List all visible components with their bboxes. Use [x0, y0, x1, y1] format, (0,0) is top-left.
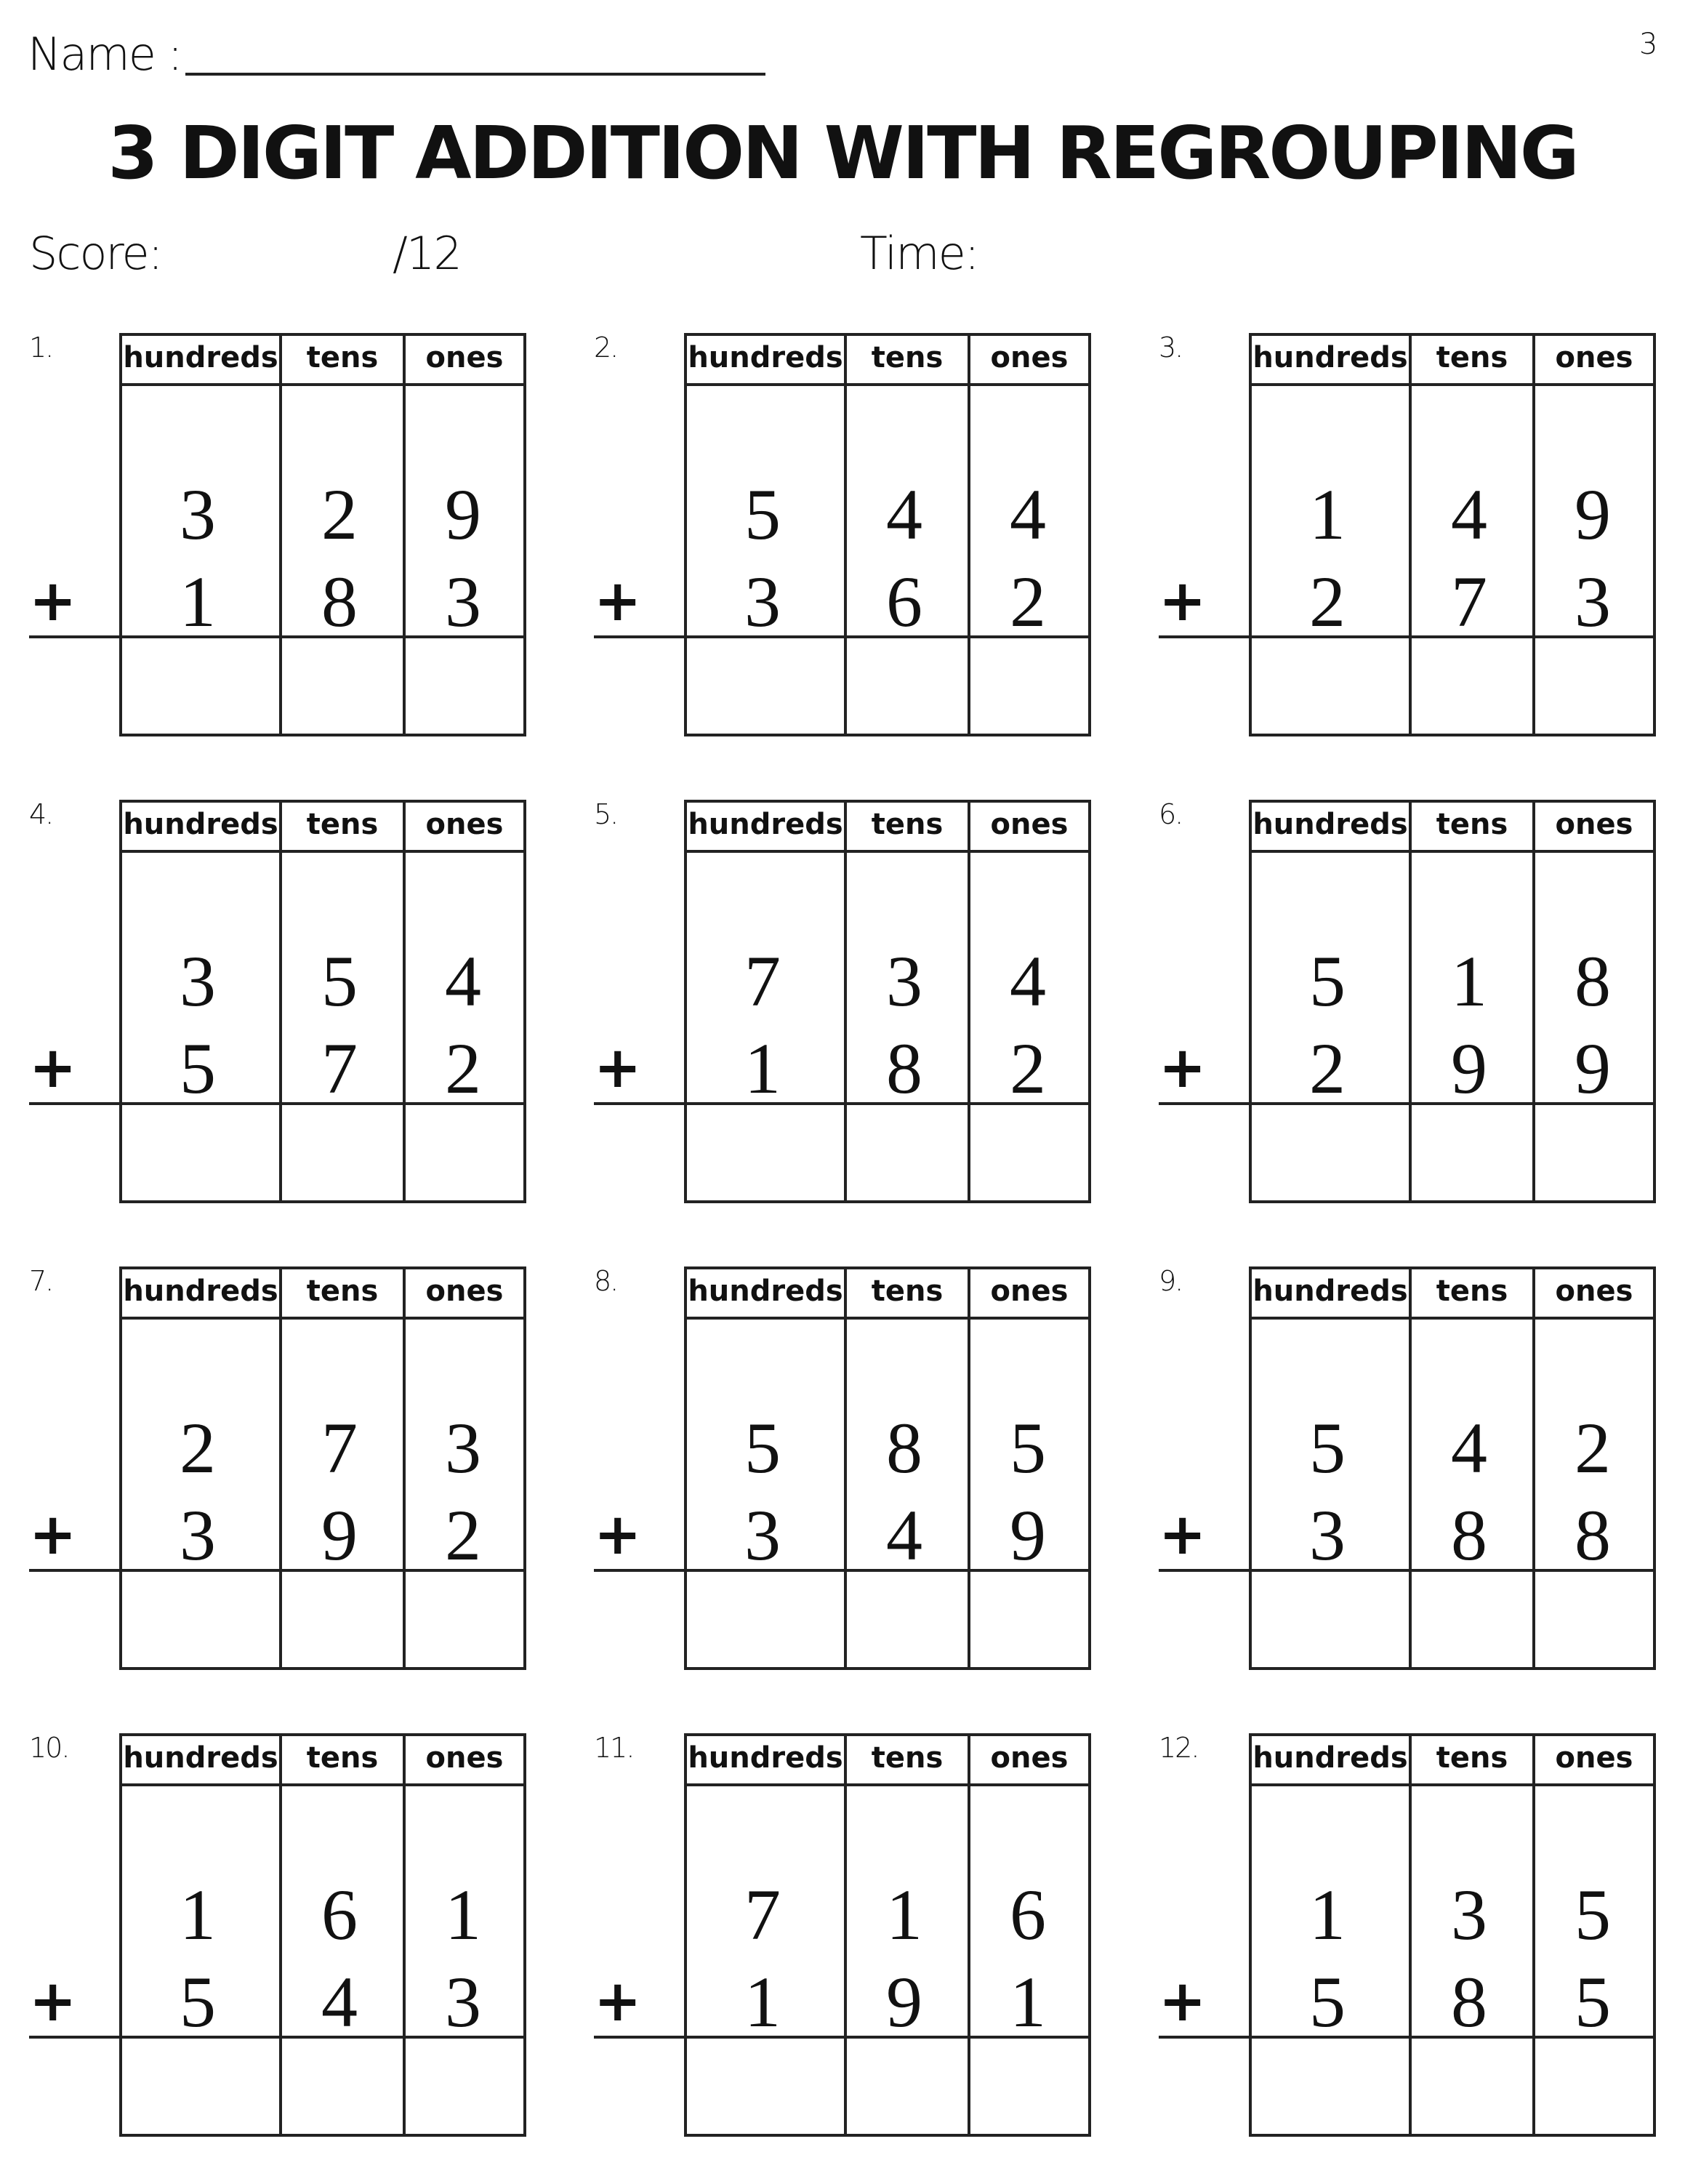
addend-bottom-digit: 3 — [1309, 1495, 1346, 1575]
column-header-tens: tens — [871, 808, 944, 841]
addend-top-digit: 5 — [1309, 1408, 1346, 1488]
addend-bottom-digit: 8 — [1451, 1495, 1487, 1575]
addend-bottom-digit: 4 — [886, 1495, 922, 1575]
answer-cell-ones[interactable] — [970, 641, 1088, 734]
answer-cell-hundreds[interactable] — [687, 641, 844, 734]
column-header-hundreds: hundreds — [688, 341, 843, 374]
addend-top-digit: 4 — [1010, 941, 1046, 1021]
problem-number: 3. — [1159, 332, 1183, 364]
addend-top-digit: 6 — [1010, 1874, 1046, 1955]
addend-bottom-digit: 2 — [1010, 1028, 1046, 1109]
addend-bottom-digit: 1 — [744, 1962, 781, 2042]
plus-sign: + — [594, 1969, 642, 2034]
problem-12 — [1159, 1733, 1685, 2184]
problem-7 — [29, 1266, 567, 1717]
plus-sign: + — [1159, 569, 1207, 634]
answer-cell-hundreds[interactable] — [122, 1108, 279, 1200]
answer-cell-ones[interactable] — [1535, 641, 1653, 734]
plus-sign: + — [29, 1502, 77, 1567]
addend-bottom-digit: 3 — [445, 1962, 481, 2042]
addend-bottom-digit: 8 — [886, 1028, 922, 1109]
addend-bottom-digit: 7 — [321, 1028, 358, 1109]
addend-top-digit: 7 — [744, 1874, 781, 1955]
problem-number: 11. — [594, 1732, 634, 1764]
plus-sign: + — [29, 1969, 77, 2034]
answer-cell-ones[interactable] — [970, 1575, 1088, 1667]
answer-cell-tens[interactable] — [847, 1108, 968, 1200]
answer-cell-ones[interactable] — [406, 641, 523, 734]
column-header-ones: ones — [425, 341, 504, 374]
answer-cell-ones[interactable] — [1535, 2042, 1653, 2134]
header-divider — [122, 383, 523, 386]
addend-bottom-digit: 1 — [1010, 1962, 1046, 2042]
addend-bottom-digit: 8 — [1575, 1495, 1611, 1575]
header-divider — [687, 1783, 1088, 1786]
column-header-tens: tens — [871, 1741, 944, 1775]
addend-bottom-digit: 2 — [445, 1028, 481, 1109]
answer-cell-tens[interactable] — [282, 641, 403, 734]
problem-6 — [1159, 800, 1685, 1250]
addend-bottom-digit: 2 — [445, 1495, 481, 1575]
answer-cell-ones[interactable] — [406, 2042, 523, 2134]
addend-top-digit: 5 — [1309, 941, 1346, 1021]
addend-top-digit: 5 — [321, 941, 358, 1021]
score-total: /12 — [393, 227, 461, 280]
problem-number: 4. — [29, 798, 53, 830]
answer-cell-tens[interactable] — [1412, 1575, 1532, 1667]
column-header-hundreds: hundreds — [1252, 808, 1408, 841]
addend-top-digit: 5 — [744, 474, 781, 555]
problem-8 — [594, 1266, 1132, 1717]
addend-bottom-digit: 8 — [321, 561, 358, 642]
answer-cell-tens[interactable] — [847, 641, 968, 734]
column-header-ones: ones — [425, 1274, 504, 1308]
addend-bottom-digit: 3 — [744, 1495, 781, 1575]
addend-bottom-digit: 9 — [321, 1495, 358, 1575]
column-header-ones: ones — [1555, 808, 1633, 841]
addend-bottom-digit: 9 — [886, 1962, 922, 2042]
problem-5 — [594, 800, 1132, 1250]
addend-top-digit: 2 — [1575, 1408, 1611, 1488]
plus-sign: + — [1159, 1969, 1207, 2034]
answer-cell-ones[interactable] — [406, 1108, 523, 1200]
problem-number: 2. — [594, 332, 618, 364]
header-divider — [1252, 383, 1653, 386]
column-header-ones: ones — [1555, 1741, 1633, 1775]
answer-cell-hundreds[interactable] — [1252, 2042, 1409, 2134]
column-header-tens: tens — [1436, 808, 1508, 841]
answer-cell-ones[interactable] — [970, 1108, 1088, 1200]
column-header-ones: ones — [990, 1274, 1069, 1308]
plus-sign: + — [1159, 1035, 1207, 1101]
column-header-hundreds: hundreds — [123, 1274, 278, 1308]
column-header-tens: tens — [306, 808, 379, 841]
addend-top-digit: 3 — [886, 941, 922, 1021]
problem-number: 7. — [29, 1265, 53, 1297]
addend-top-digit: 1 — [180, 1874, 216, 1955]
problem-9 — [1159, 1266, 1685, 1717]
column-header-tens: tens — [306, 1274, 379, 1308]
answer-cell-hundreds[interactable] — [687, 1575, 844, 1667]
problem-11 — [594, 1733, 1132, 2184]
column-header-tens: tens — [1436, 1741, 1508, 1775]
answer-cell-tens[interactable] — [282, 1575, 403, 1667]
answer-cell-hundreds[interactable] — [122, 1575, 279, 1667]
problem-2 — [594, 333, 1132, 784]
addend-top-digit: 5 — [1575, 1874, 1611, 1955]
addend-bottom-digit: 7 — [1451, 561, 1487, 642]
addend-bottom-digit: 5 — [1575, 1962, 1611, 2042]
addend-top-digit: 1 — [886, 1874, 922, 1955]
addend-top-digit: 8 — [1575, 941, 1611, 1021]
addend-bottom-digit: 9 — [1575, 1028, 1611, 1109]
column-header-hundreds: hundreds — [688, 1274, 843, 1308]
addend-top-digit: 4 — [886, 474, 922, 555]
answer-cell-hundreds[interactable] — [1252, 1108, 1409, 1200]
time-label: Time: — [860, 227, 978, 280]
addend-bottom-digit: 5 — [180, 1028, 216, 1109]
header-divider — [122, 1783, 523, 1786]
answer-cell-hundreds[interactable] — [687, 1108, 844, 1200]
answer-cell-tens[interactable] — [1412, 641, 1532, 734]
plus-sign: + — [594, 1035, 642, 1101]
addend-top-digit: 6 — [321, 1874, 358, 1955]
answer-cell-ones[interactable] — [1535, 1575, 1653, 1667]
problem-number: 9. — [1159, 1265, 1183, 1297]
addend-bottom-digit: 8 — [1451, 1962, 1487, 2042]
column-header-hundreds: hundreds — [1252, 341, 1408, 374]
addend-bottom-digit: 9 — [1451, 1028, 1487, 1109]
score-label: Score: — [29, 227, 162, 280]
answer-cell-tens[interactable] — [1412, 1108, 1532, 1200]
addend-top-digit: 2 — [180, 1408, 216, 1488]
addend-bottom-digit: 4 — [321, 1962, 358, 2042]
answer-cell-hundreds[interactable] — [122, 641, 279, 734]
problem-1 — [29, 333, 567, 784]
addend-bottom-digit: 3 — [1575, 561, 1611, 642]
page-number: 3 — [1639, 28, 1658, 61]
column-header-tens: tens — [1436, 1274, 1508, 1308]
worksheet-title: 3 DIGIT ADDITION WITH REGROUPING — [108, 111, 1577, 196]
problem-4 — [29, 800, 567, 1250]
column-header-ones: ones — [990, 1741, 1069, 1775]
addend-bottom-digit: 5 — [1309, 1962, 1346, 2042]
addend-top-digit: 9 — [445, 474, 481, 555]
column-header-ones: ones — [425, 808, 504, 841]
problem-number: 12. — [1159, 1732, 1199, 1764]
addend-top-digit: 1 — [1309, 474, 1346, 555]
header-divider — [687, 850, 1088, 853]
addend-top-digit: 9 — [1575, 474, 1611, 555]
name-label: Name : — [28, 28, 182, 81]
addend-bottom-digit: 9 — [1010, 1495, 1046, 1575]
plus-sign: + — [594, 569, 642, 634]
addend-bottom-digit: 1 — [180, 561, 216, 642]
column-header-hundreds: hundreds — [123, 341, 278, 374]
answer-cell-tens[interactable] — [1412, 2042, 1532, 2134]
problem-number: 5. — [594, 798, 618, 830]
answer-cell-tens[interactable] — [847, 2042, 968, 2134]
column-header-hundreds: hundreds — [688, 1741, 843, 1775]
problem-number: 8. — [594, 1265, 618, 1297]
plus-sign: + — [594, 1502, 642, 1567]
problem-number: 6. — [1159, 798, 1183, 830]
addend-top-digit: 5 — [1010, 1408, 1046, 1488]
addend-top-digit: 1 — [1451, 941, 1487, 1021]
addend-top-digit: 4 — [445, 941, 481, 1021]
answer-cell-tens[interactable] — [847, 1575, 968, 1667]
column-header-tens: tens — [871, 1274, 944, 1308]
addend-bottom-digit: 3 — [180, 1495, 216, 1575]
column-header-ones: ones — [425, 1741, 504, 1775]
header-divider — [687, 1317, 1088, 1320]
addend-top-digit: 3 — [445, 1408, 481, 1488]
answer-cell-hundreds[interactable] — [687, 2042, 844, 2134]
plus-sign: + — [29, 1035, 77, 1101]
header-divider — [122, 1317, 523, 1320]
addend-top-digit: 1 — [1309, 1874, 1346, 1955]
problem-number: 10. — [29, 1732, 69, 1764]
addend-top-digit: 3 — [180, 941, 216, 1021]
addend-bottom-digit: 6 — [886, 561, 922, 642]
answer-cell-hundreds[interactable] — [1252, 641, 1409, 734]
header-divider — [1252, 1783, 1653, 1786]
column-header-ones: ones — [1555, 1274, 1633, 1308]
addend-bottom-digit: 3 — [744, 561, 781, 642]
answer-cell-tens[interactable] — [282, 1108, 403, 1200]
header-divider — [122, 850, 523, 853]
addend-bottom-digit: 2 — [1010, 561, 1046, 642]
name-line[interactable] — [185, 73, 765, 76]
column-header-tens: tens — [306, 1741, 379, 1775]
header-divider — [1252, 1317, 1653, 1320]
addend-bottom-digit: 3 — [445, 561, 481, 642]
addend-top-digit: 1 — [445, 1874, 481, 1955]
column-header-hundreds: hundreds — [123, 1741, 278, 1775]
addend-bottom-digit: 2 — [1309, 561, 1346, 642]
column-header-ones: ones — [1555, 341, 1633, 374]
plus-sign: + — [1159, 1502, 1207, 1567]
problem-3 — [1159, 333, 1685, 784]
answer-cell-hundreds[interactable] — [122, 2042, 279, 2134]
addend-top-digit: 7 — [744, 941, 781, 1021]
addend-bottom-digit: 2 — [1309, 1028, 1346, 1109]
column-header-ones: ones — [990, 808, 1069, 841]
column-header-hundreds: hundreds — [1252, 1274, 1408, 1308]
problem-10 — [29, 1733, 567, 2184]
addend-top-digit: 4 — [1451, 474, 1487, 555]
answer-cell-hundreds[interactable] — [1252, 1575, 1409, 1667]
answer-cell-ones[interactable] — [1535, 1108, 1653, 1200]
answer-cell-ones[interactable] — [406, 1575, 523, 1667]
problem-number: 1. — [29, 332, 53, 364]
column-header-tens: tens — [306, 341, 379, 374]
addend-top-digit: 3 — [180, 474, 216, 555]
plus-sign: + — [29, 569, 77, 634]
addend-bottom-digit: 5 — [180, 1962, 216, 2042]
addend-top-digit: 2 — [321, 474, 358, 555]
column-header-ones: ones — [990, 341, 1069, 374]
answer-cell-tens[interactable] — [282, 2042, 403, 2134]
addend-top-digit: 8 — [886, 1408, 922, 1488]
header-divider — [687, 383, 1088, 386]
column-header-hundreds: hundreds — [688, 808, 843, 841]
column-header-tens: tens — [871, 341, 944, 374]
addend-top-digit: 3 — [1451, 1874, 1487, 1955]
column-header-hundreds: hundreds — [123, 808, 278, 841]
addend-bottom-digit: 1 — [744, 1028, 781, 1109]
addend-top-digit: 4 — [1451, 1408, 1487, 1488]
addend-top-digit: 7 — [321, 1408, 358, 1488]
header-divider — [1252, 850, 1653, 853]
column-header-tens: tens — [1436, 341, 1508, 374]
column-header-hundreds: hundreds — [1252, 1741, 1408, 1775]
addend-top-digit: 5 — [744, 1408, 781, 1488]
addend-top-digit: 4 — [1010, 474, 1046, 555]
answer-cell-ones[interactable] — [970, 2042, 1088, 2134]
